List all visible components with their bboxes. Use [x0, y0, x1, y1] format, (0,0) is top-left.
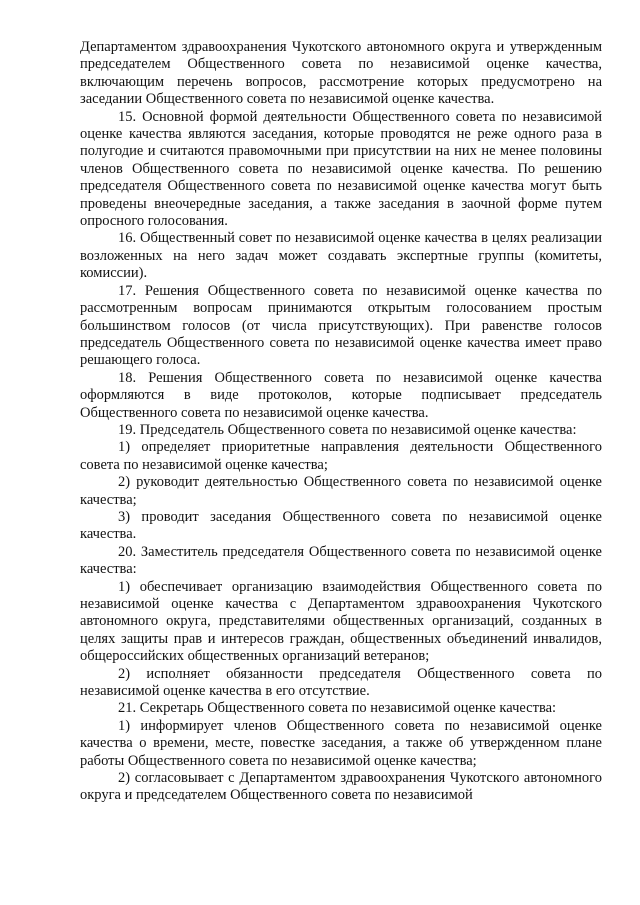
- paragraph-19-item-3: 3) проводит заседания Общественного совета по независимой оценке качества.: [80, 508, 602, 543]
- paragraph-21-item-2: 2) согласовывает с Департаментом здравоохранения Чукотского автономного округа и председателем Общественного совета по независимой: [80, 770, 602, 804]
- paragraph-19-item-1: 1) определяет приоритетные направления деятельности Общественного совета по независимой оценке качества;: [80, 439, 602, 473]
- paragraph-16: 16. Общественный совет по независимой оценке качества в целях реализации возложенных на него задач может создавать экспертные группы (комитеты, комиссии).: [80, 230, 602, 282]
- paragraph-19: 19. Председатель Общественного совета по независимой оценке качества:: [118, 421, 577, 438]
- paragraph-15: 15. Основной формой деятельности Общественного совета по независимой оценке качества являются заседания, которые проводятся не реже одного раза в полугодие и считаются правомочными при присутствии на них не менее половины членов Общественного совета по независимой оценке качества. По решению председателя Общественного совета по независимой оценке качества могут быть проведены внеочередные заседания, а также заседания в заочной форме путем опросного голосования.: [80, 108, 602, 230]
- paragraph-continuation: Департаментом здравоохранения Чукотского автономного округа и утвержденным председателем Общественного совета по независимой оценке качества, включающим перечень вопросов, рассмотрение которых предусмотрено на заседании Общественного совета по независимой оценке качества.: [80, 39, 602, 108]
- paragraph-20-item-1: 1) обеспечивает организацию взаимодействия Общественного совета по независимой оценке качества с Департаментом здравоохранения Чукотского автономного округа, представителями общественных организаций, созданных в целях защиты прав и интересов граждан, общественных объединений инвалидов, общероссийских общественных организаций ветеранов;: [80, 578, 602, 665]
- paragraph-19-item-2: 2) руководит деятельностью Общественного совета по независимой оценке качества;: [80, 474, 602, 508]
- paragraph-21-item-1: 1) информирует членов Общественного совета по независимой оценке качества о времени, месте, повестке заседания, а также об утвержденном плане работы Общественного совета по независимой оценке качества;: [80, 717, 602, 769]
- paragraph-17: 17. Решения Общественного совета по независимой оценке качества по рассмотренным вопросам принимаются открытым голосованием простым большинством голосов (от числа присутствующих). При равенстве голосов председатель Общественного совета по независимой оценке качества имеет право решающего голоса.: [80, 282, 602, 369]
- paragraph-20-item-2: 2) исполняет обязанности председателя Общественного совета по независимой оценке качества в его отсутствие.: [80, 665, 602, 700]
- paragraph-18: 18. Решения Общественного совета по независимой оценке качества оформляются в виде протоколов, которые подписывает председатель Общественного совета по независимой оценке качества.: [80, 369, 602, 421]
- paragraph-20: 20. Заместитель председателя Общественного совета по независимой оценке качества:: [80, 543, 602, 578]
- document-page: [80, 39, 602, 805]
- paragraph-21: 21. Секретарь Общественного совета по независимой оценке качества:: [118, 700, 557, 717]
